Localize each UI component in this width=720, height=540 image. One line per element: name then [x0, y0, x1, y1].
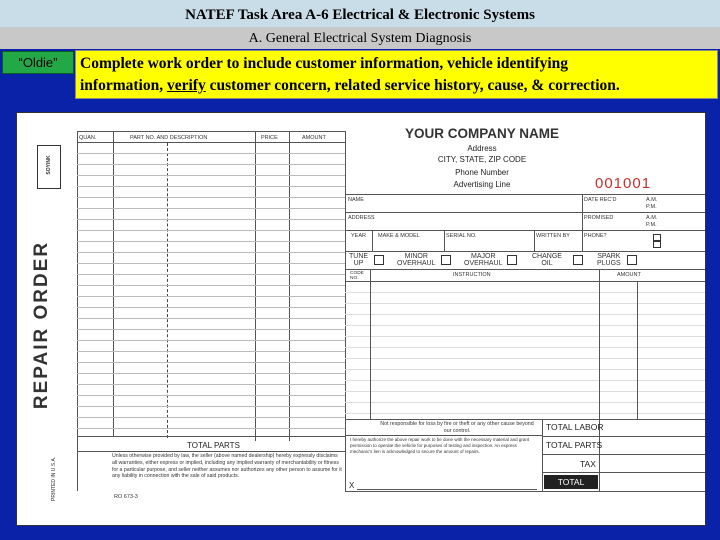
- major-l1: MAJOR: [471, 253, 496, 260]
- oil-checkbox[interactable]: [573, 255, 583, 265]
- printed-in-usa: PRINTED IN U.S.A.: [51, 456, 57, 501]
- col-part: PART NO. AND DESCRIPTION: [130, 135, 208, 141]
- total-label: TOTAL: [557, 477, 585, 487]
- parts-rule: [77, 318, 345, 319]
- total-parts-left: TOTAL PARTS: [187, 441, 240, 450]
- field-date-recd: DATE REC'D: [584, 197, 617, 203]
- parts-rule: [77, 186, 345, 187]
- work-rule: [345, 336, 705, 337]
- total-labor: TOTAL LABOR: [546, 422, 604, 432]
- company-name: YOUR COMPANY NAME: [404, 126, 559, 141]
- parts-rule: [77, 241, 345, 242]
- field-make: MAKE & MODEL: [378, 233, 420, 239]
- work-instruction: INSTRUCTION: [453, 272, 491, 278]
- parts-rule: [77, 208, 345, 209]
- instruction-text-end: customer concern, related service history, cause, & correction.: [205, 77, 620, 94]
- field-phone: PHONE?: [584, 233, 607, 239]
- company-citystate: CITY, STATE, ZIP CODE: [437, 155, 527, 164]
- parts-rule: [77, 329, 345, 330]
- instruction-box: [75, 50, 718, 99]
- oil-l1: CHANGE: [532, 253, 562, 260]
- oil-l2: OIL: [541, 260, 553, 267]
- parts-rule: [77, 164, 345, 165]
- parts-rule: [77, 417, 345, 418]
- work-rule: [345, 413, 705, 414]
- soy-ink-logo: [37, 145, 61, 189]
- service-tune: [349, 253, 368, 267]
- field-name: NAME: [348, 197, 364, 203]
- parts-rule: [77, 175, 345, 176]
- parts-rule: [77, 362, 345, 363]
- service-spark: [597, 253, 621, 267]
- parts-rule: [77, 197, 345, 198]
- pm-1: P.M.: [646, 204, 657, 210]
- tune-checkbox[interactable]: [374, 255, 384, 265]
- authorization-text: I hereby authorize the above repair work to be done with the necessary material and grant permission to operate the vehicle for purposes of testing and inspection. An express mechanic's lien is acknowledged to secure the amount of repairs.: [350, 437, 530, 454]
- oldie-badge: “Oldie”: [2, 51, 74, 74]
- parts-rule: [77, 285, 345, 286]
- parts-rule: [77, 263, 345, 264]
- instruction-line-1: Complete work order to include customer information, vehicle identifying: [80, 55, 569, 72]
- work-rule: [345, 347, 705, 348]
- parts-rule: [77, 406, 345, 407]
- am-1: A.M.: [646, 197, 658, 203]
- spark-checkbox[interactable]: [627, 255, 637, 265]
- page-title: NATEF Task Area A-6 Electrical & Electronic Systems: [185, 7, 535, 23]
- field-year: YEAR: [351, 233, 366, 239]
- service-major: [464, 253, 503, 267]
- col-price: PRICE: [261, 135, 278, 141]
- phone-checkbox-1[interactable]: [653, 234, 661, 241]
- work-rule: [345, 325, 705, 326]
- column-dash: [167, 143, 168, 438]
- parts-rule: [77, 153, 345, 154]
- repair-order-form: [16, 112, 706, 526]
- spark-l1: SPARK: [597, 253, 621, 260]
- work-rule: [345, 314, 705, 315]
- not-responsible: Not responsible for loss by fire or theft or any other cause beyond our control.: [380, 421, 534, 434]
- tune-l2: UP: [353, 260, 364, 267]
- work-rule: [345, 391, 705, 392]
- work-rule: [345, 358, 705, 359]
- major-l2: OVERHAUL: [464, 260, 503, 267]
- parts-rule: [77, 340, 345, 341]
- field-promised: PROMISED: [584, 215, 614, 221]
- parts-rule: [77, 296, 345, 297]
- parts-rule: [77, 395, 345, 396]
- instruction-text: information,: [80, 77, 167, 94]
- form-number: RO 673-3: [114, 494, 138, 500]
- work-rule: [345, 402, 705, 403]
- work-rule: [345, 303, 705, 304]
- work-rule: [345, 369, 705, 370]
- parts-rule: [77, 252, 345, 253]
- parts-rule: [77, 219, 345, 220]
- parts-rule: [77, 373, 345, 374]
- title-bar: [0, 0, 720, 27]
- minor-l2: OVERHAUL: [397, 260, 436, 267]
- work-rule: [345, 292, 705, 293]
- field-serial: SERIAL NO.: [446, 233, 477, 239]
- service-minor: [397, 253, 436, 267]
- phone-checkbox-2[interactable]: [653, 241, 661, 248]
- parts-rule: [77, 351, 345, 352]
- order-number: 001001: [595, 175, 652, 192]
- parts-rule: [77, 428, 345, 429]
- minor-l1: MINOR: [404, 253, 428, 260]
- tax-label: TAX: [580, 459, 596, 469]
- total-parts: TOTAL PARTS: [546, 440, 603, 450]
- parts-rule: [77, 384, 345, 385]
- signature-x: X: [349, 481, 355, 490]
- work-amount: AMOUNT: [617, 272, 641, 278]
- company-advert: Advertising Line: [453, 180, 511, 189]
- parts-rule: [77, 307, 345, 308]
- col-amount: AMOUNT: [302, 135, 326, 141]
- major-checkbox[interactable]: [507, 255, 517, 265]
- subtitle-bar: [0, 27, 720, 49]
- col-qty: QUAN.: [79, 135, 97, 141]
- parts-rule: [77, 230, 345, 231]
- company-phone: Phone Number: [455, 168, 509, 177]
- service-oil: [532, 253, 562, 267]
- logo-text: SOYINK: [46, 155, 52, 175]
- instruction-line-2: [80, 75, 713, 97]
- work-rule: [345, 380, 705, 381]
- parts-rule: [77, 274, 345, 275]
- instruction-underline: verify: [166, 77, 206, 94]
- side-title: REPAIR ORDER: [31, 240, 52, 410]
- am-2: A.M.: [646, 215, 658, 221]
- spark-l2: PLUGS: [597, 260, 621, 267]
- field-address: ADDRESS: [348, 215, 375, 221]
- disclaimer: Unless otherwise provided by law, the seller (above named dealership) hereby expressly disclaims all warranties, either express or implied, including any implied warranty of merchantability or fitness for a particular purpose, and seller neither assumes nor authorizes any other person to assume for it any liability in connection with the sale of said products.: [112, 453, 342, 480]
- tune-l1: TUNE: [349, 253, 369, 260]
- field-written: WRITTEN BY: [536, 233, 570, 239]
- page-subtitle: A. General Electrical System Diagnosis: [248, 31, 472, 46]
- company-address: Address: [467, 144, 497, 153]
- work-code: CODE NO.: [350, 271, 364, 281]
- pm-2: P.M.: [646, 222, 657, 228]
- minor-checkbox[interactable]: [441, 255, 451, 265]
